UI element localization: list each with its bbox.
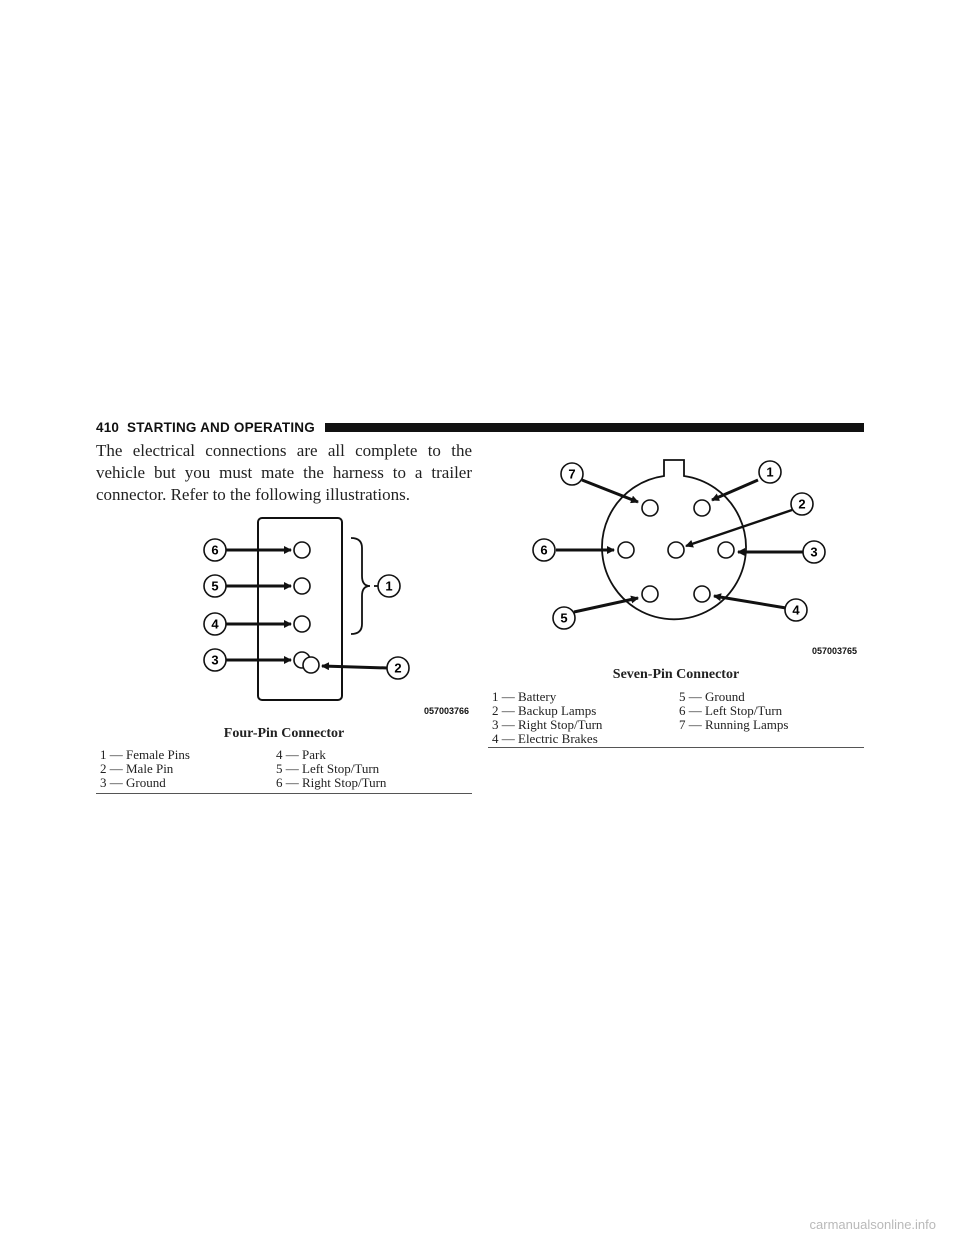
legend-item: 3 — Right Stop/Turn (492, 717, 603, 732)
four-pin-legend-rule (96, 793, 472, 794)
callout-2 (791, 493, 813, 515)
page-header-text (96, 420, 325, 435)
pin-1 (694, 500, 710, 516)
callout-7-label: 7 (568, 466, 576, 482)
legend-item: 6 — Left Stop/Turn (679, 703, 783, 718)
arrow-5 (574, 598, 638, 612)
pin-4 (294, 616, 310, 632)
callout-5 (553, 607, 575, 629)
callout-7 (561, 463, 583, 485)
pin-3 (718, 542, 734, 558)
pin-2-center (668, 542, 684, 558)
callout-5 (204, 575, 226, 597)
female-pins-bracket (351, 538, 370, 634)
pin-5 (642, 586, 658, 602)
four-pin-svg (196, 512, 476, 718)
legend-item: 2 — Backup Lamps (492, 703, 597, 718)
callout-3-label: 3 (211, 652, 219, 668)
callout-2-label: 2 (798, 496, 806, 512)
callout-5-label: 5 (211, 578, 219, 594)
callout-6-label: 6 (211, 542, 219, 558)
callout-1 (759, 461, 781, 483)
intro-paragraph: The electrical connections are all complete to the vehicle but you must mate the harness to a trailer connector. Refer to the following illustrations. (96, 441, 472, 504)
callout-4-label: 4 (211, 616, 219, 632)
page-number: 410 (96, 419, 120, 435)
legend-item: 1 — Female Pins (100, 747, 190, 762)
legend-item: 6 — Right Stop/Turn (276, 775, 387, 790)
seven-pin-svg (530, 456, 830, 636)
callout-1 (378, 575, 400, 597)
callout-1-label: 1 (385, 578, 393, 594)
pin-7 (642, 500, 658, 516)
legend-item: 5 — Ground (679, 689, 745, 704)
callout-5-label: 5 (560, 610, 568, 626)
seven-pin-legend-rule (488, 747, 864, 748)
four-pin-figure-number: 057003766 (424, 706, 470, 716)
pin-6 (294, 542, 310, 558)
watermark: carmanualsonline.info (809, 1217, 936, 1232)
seven-pin-caption: Seven-Pin Connector (612, 667, 740, 682)
section-title: STARTING AND OPERATING (127, 419, 315, 435)
callout-6 (533, 539, 555, 561)
callout-3 (803, 541, 825, 563)
pin-6 (618, 542, 634, 558)
four-pin-diagram (196, 512, 476, 718)
callout-2 (387, 657, 409, 679)
legend-item: 7 — Running Lamps (679, 717, 789, 732)
four-pin-caption: Four-Pin Connector (223, 726, 345, 741)
legend-item: 2 — Male Pin (100, 761, 174, 776)
male-pin (303, 657, 319, 673)
legend-item: 5 — Left Stop/Turn (276, 761, 380, 776)
callout-3 (204, 649, 226, 671)
pin-4 (694, 586, 710, 602)
callout-2-label: 2 (394, 660, 402, 676)
arrow-4 (714, 596, 786, 608)
page-header (96, 419, 864, 435)
callout-1-label: 1 (766, 464, 774, 480)
callout-4 (785, 599, 807, 621)
four-pin-legend (100, 748, 472, 794)
header-rule (325, 423, 864, 432)
callout-6-label: 6 (540, 542, 548, 558)
callout-4-label: 4 (792, 602, 800, 618)
legend-item: 3 — Ground (100, 775, 166, 790)
legend-item: 4 — Park (276, 747, 326, 762)
arrow-2 (322, 666, 388, 668)
seven-pin-figure-number: 057003765 (812, 646, 858, 656)
legend-item: 4 — Electric Brakes (492, 731, 598, 746)
callout-6 (204, 539, 226, 561)
legend-item: 1 — Battery (492, 689, 557, 704)
callout-3-label: 3 (810, 544, 818, 560)
seven-pin-legend (492, 690, 864, 748)
callout-4 (204, 613, 226, 635)
connector-body (602, 460, 746, 619)
pin-5 (294, 578, 310, 594)
seven-pin-diagram (530, 456, 830, 636)
